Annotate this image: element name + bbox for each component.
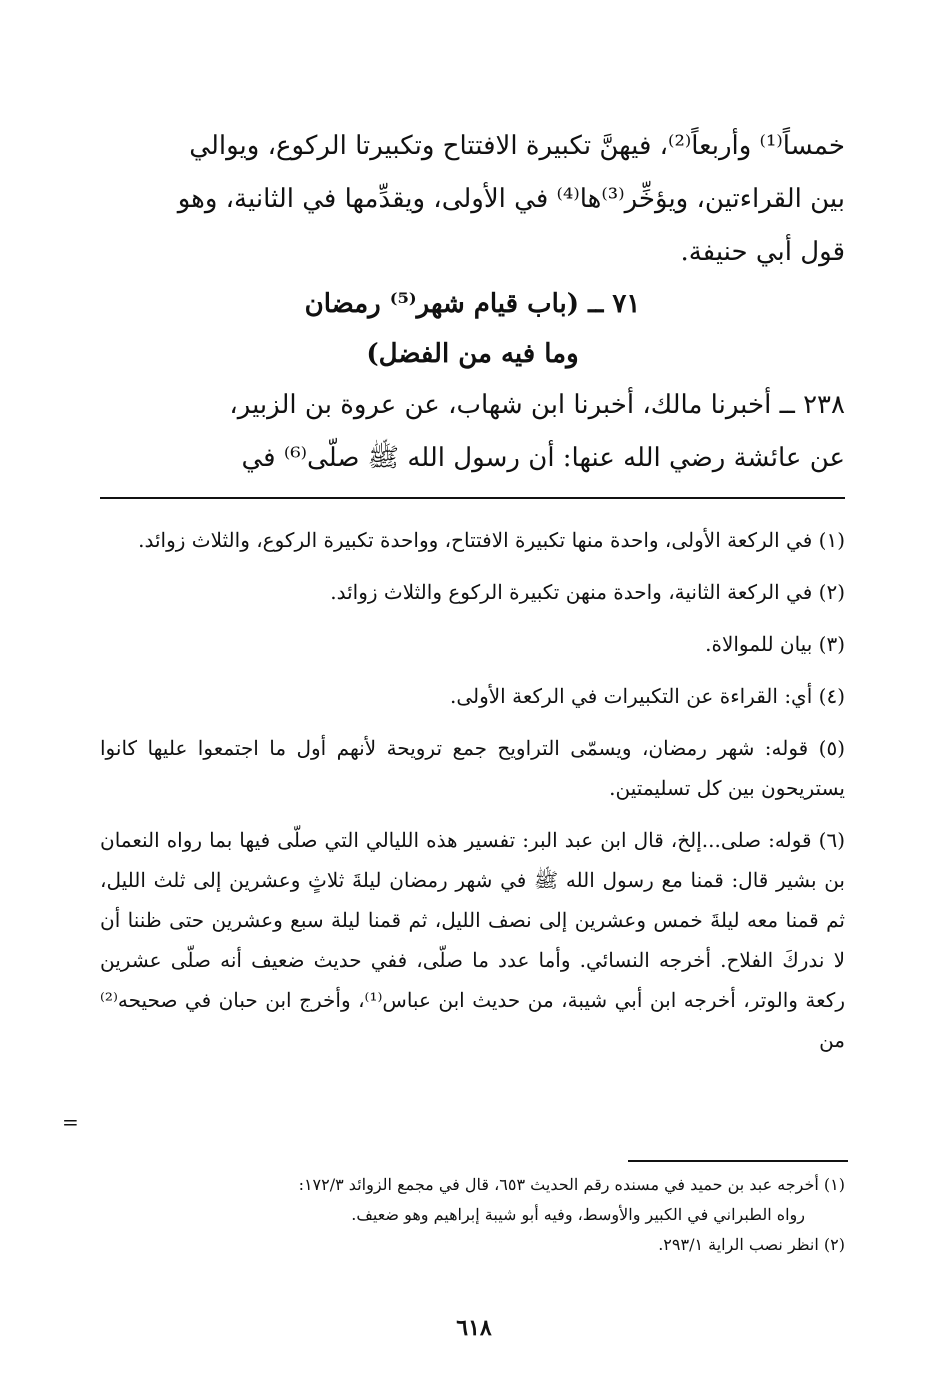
chapter-heading-subtitle: وما فيه من الفضل) xyxy=(366,339,579,369)
footnote: (٥) قوله: شهر رمضان، ويسمّى التراويح جمع ترويحة لأنهم أول ما اجتمعوا عليها كانوا يستريحون بين كل تسليمتين. xyxy=(100,736,845,800)
footnote-divider xyxy=(100,497,845,499)
footnote: (٢) في الركعة الثانية، واحدة منهن تكبيرة الركوع والثلاث زوائد. xyxy=(330,580,845,604)
footnote: (٤) أي: القراءة عن التكبيرات في الركعة الأولى. xyxy=(450,684,845,708)
hadith-line: عن عائشة رضي الله عنها: أن رسول الله ﷺ صلّى⁽⁶⁾ في xyxy=(241,443,845,473)
text-line: خمساً⁽¹⁾ وأربعاً⁽²⁾، فيهنَّ تكبيرة الافتتاح وتكبيرتا الركوع، ويوالي xyxy=(189,131,845,161)
continuation-mark: = xyxy=(62,1110,79,1134)
hadith-line: ٢٣٨ ــ أخبرنا مالك، أخبرنا ابن شهاب، عن عروة بن الزبير، xyxy=(229,390,845,420)
subnote-divider xyxy=(628,1160,848,1162)
text-line: قول أبي حنيفة. xyxy=(680,237,845,267)
sub-footnote: رواه الطبراني في الكبير والأوسط، وفيه أبو شيبة إبراهيم وهو ضعيف. xyxy=(351,1205,805,1224)
page-number: ٦١٨ xyxy=(456,1315,492,1341)
sub-footnote: (٢) انظر نصب الراية ٢٩٣/١. xyxy=(658,1235,845,1254)
sub-footnote: (١) أخرجه عبد بن حميد في مسنده رقم الحديث ٦٥٣، قال في مجمع الزوائد ١٧٢/٣: xyxy=(298,1175,845,1194)
footnotes xyxy=(100,520,845,1072)
sub-footnotes xyxy=(100,1170,845,1260)
chapter-heading: ٧١ ــ (باب قيام شهر⁽⁵⁾ رمضان xyxy=(304,289,641,319)
footnote: (٦) قوله: صلى...إلخ، قال ابن عبد البر: تفسير هذه الليالي التي صلّى فيها بما رواه النعمان بن بشير قال: قمنا مع رسول الله ﷺ في شهر رمضان ليلةَ ثلاثٍ وعشرين إلى ثلث الليل، ثم قمنا معه ليلةَ خمس وعشرين إلى نصف الليل، ثم قمنا ليلة سبع وعشرين حتى ظننا أن لا ندركَ الفلاح. أخرجه النسائي. وأما عدد ما صلّى، ففي حديث ضعيف أنه صلّى عشرين ركعة والوتر، أخرجه ابن أبي شيبة، من حديث ابن عباس⁽¹⁾، وأخرج ابن حبان في صحيحه⁽²⁾ من xyxy=(100,828,845,1052)
footnote: (١) في الركعة الأولى، واحدة منها تكبيرة الافتتاح، وواحدة تكبيرة الركوع، والثلاث زوائد. xyxy=(138,528,845,552)
footnote: (٣) بيان للموالاة. xyxy=(705,632,845,656)
text-line: بين القراءتين، ويؤخِّر⁽³⁾ها⁽⁴⁾ في الأولى، ويقدِّمها في الثانية، وهو xyxy=(177,184,845,214)
main-text xyxy=(100,120,845,485)
